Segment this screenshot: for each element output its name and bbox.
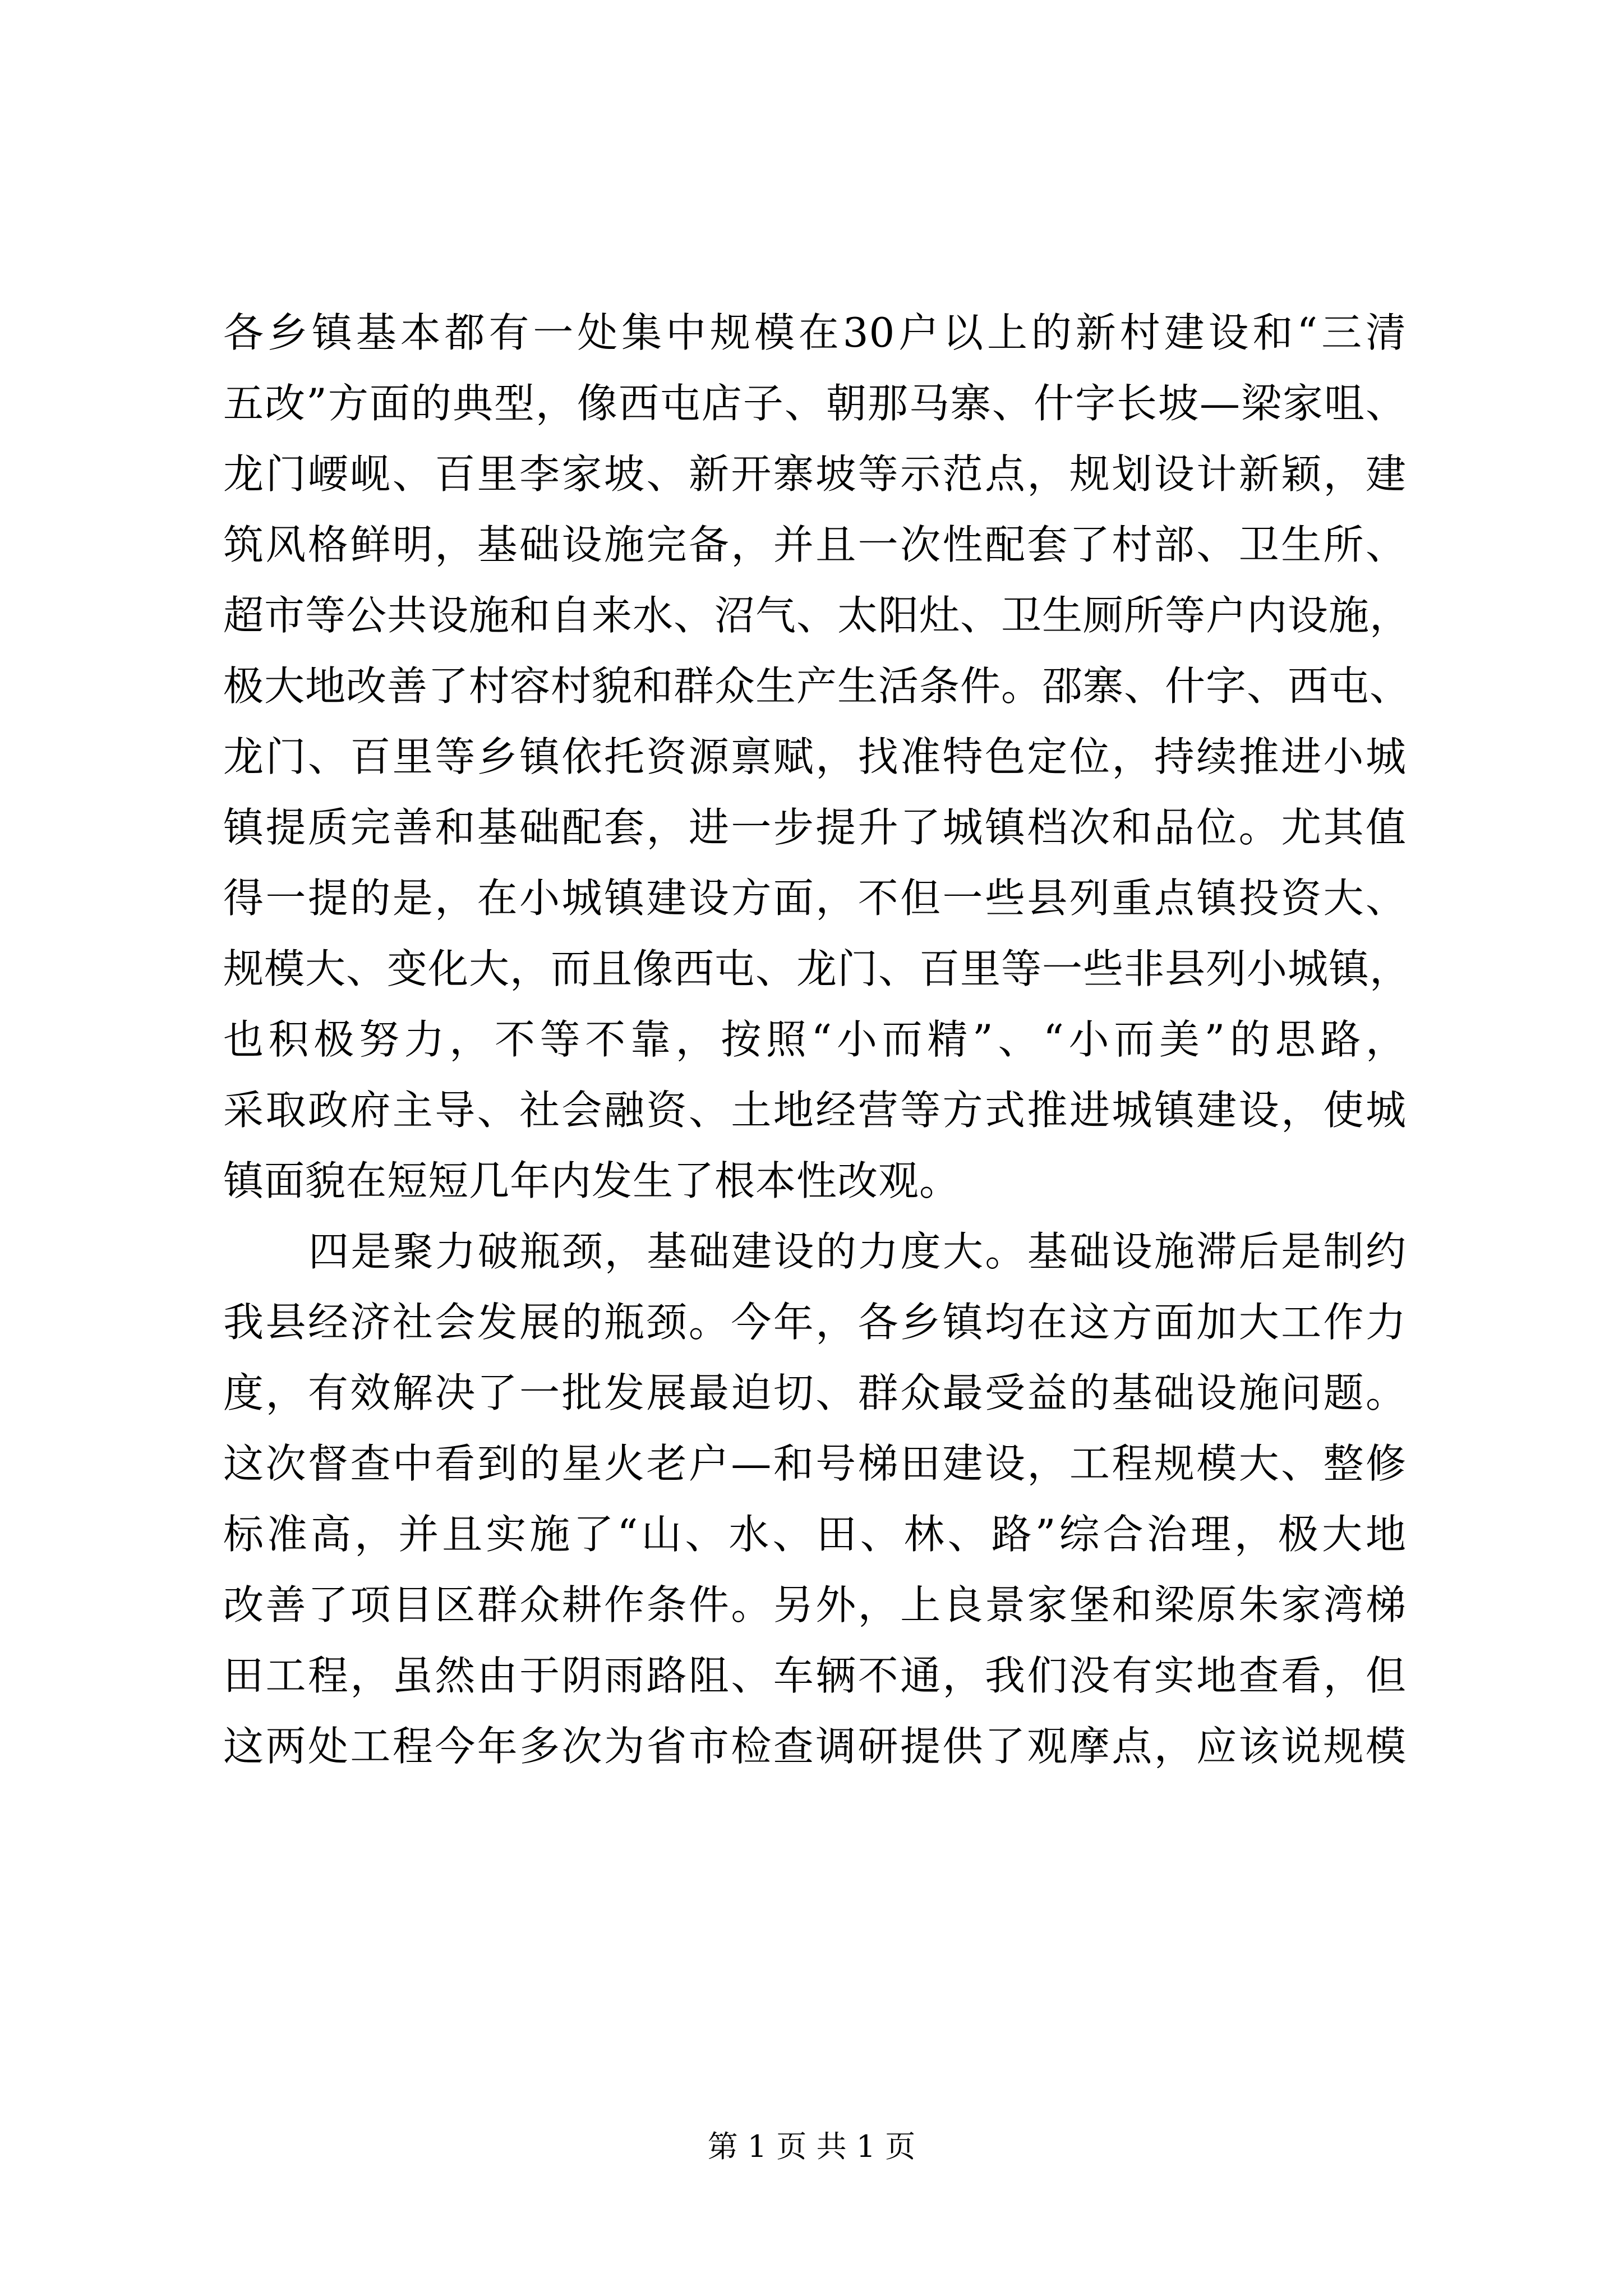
paragraph-1 <box>223 297 1411 1216</box>
text-line: 也积极努力，不等不靠，按照“小而精”、“小而美”的思路， <box>223 1016 1407 1063</box>
text-line: 改善了项目区群众耕作条件。另外，上良景家堡和梁原朱家湾梯 <box>223 1581 1407 1628</box>
text-line: 田工程，虽然由于阴雨路阻、车辆不通，我们没有实地查看，但 <box>223 1652 1407 1699</box>
text-line: 超市等公共设施和自来水、沼气、太阳灶、卫生厕所等户内设施， <box>223 592 1411 639</box>
text-line: 五改”方面的典型，像西屯店子、朝那马寨、什字长坡—梁家咀、 <box>223 380 1407 427</box>
text-line: 筑风格鲜明，基础设施完备，并且一次性配套了村部、卫生所、 <box>223 521 1407 568</box>
text-line: 采取政府主导、社会融资、土地经营等方式推进城镇建设，使城 <box>223 1087 1407 1134</box>
paragraph-2 <box>223 1216 1407 1782</box>
page-footer: 第 1 页 共 1 页 <box>707 2129 916 2164</box>
text-line: 镇提质完善和基础配套，进一步提升了城镇档次和品位。尤其值 <box>223 804 1407 851</box>
text-line: 得一提的是，在小城镇建设方面，不但一些县列重点镇投资大、 <box>223 875 1407 922</box>
text-line: 规模大、变化大，而且像西屯、龙门、百里等一些非县列小城镇， <box>223 945 1411 992</box>
text-line: 度，有效解决了一批发展最迫切、群众最受益的基础设施问题。 <box>223 1369 1407 1416</box>
text-line: 镇面貌在短短几年内发生了根本性改观。 <box>223 1157 961 1204</box>
text-line: 这两处工程今年多次为省市检查调研提供了观摩点，应该说规模 <box>223 1723 1407 1770</box>
document-body <box>223 297 1411 1782</box>
text-line: 我县经济社会发展的瓶颈。今年，各乡镇均在这方面加大工作力 <box>223 1299 1407 1346</box>
text-line: 极大地改善了村容村貌和群众生产生活条件。邵寨、什字、西屯、 <box>223 662 1411 710</box>
text-line: 各乡镇基本都有一处集中规模在30户以上的新村建设和“三清 <box>223 309 1407 356</box>
text-line: 龙门崾岘、百里李家坡、新开寨坡等示范点，规划设计新颖，建 <box>223 450 1407 498</box>
text-line: 龙门、百里等乡镇依托资源禀赋，找准特色定位，持续推进小城 <box>223 733 1407 780</box>
text-line: 标准高，并且实施了“山、水、田、林、路”综合治理，极大地 <box>223 1511 1407 1558</box>
text-line: 这次督查中看到的星火老户—和号梯田建设，工程规模大、整修 <box>223 1440 1407 1487</box>
text-line: 四是聚力破瓶颈，基础建设的力度大。基础设施滞后是制约 <box>308 1228 1407 1275</box>
